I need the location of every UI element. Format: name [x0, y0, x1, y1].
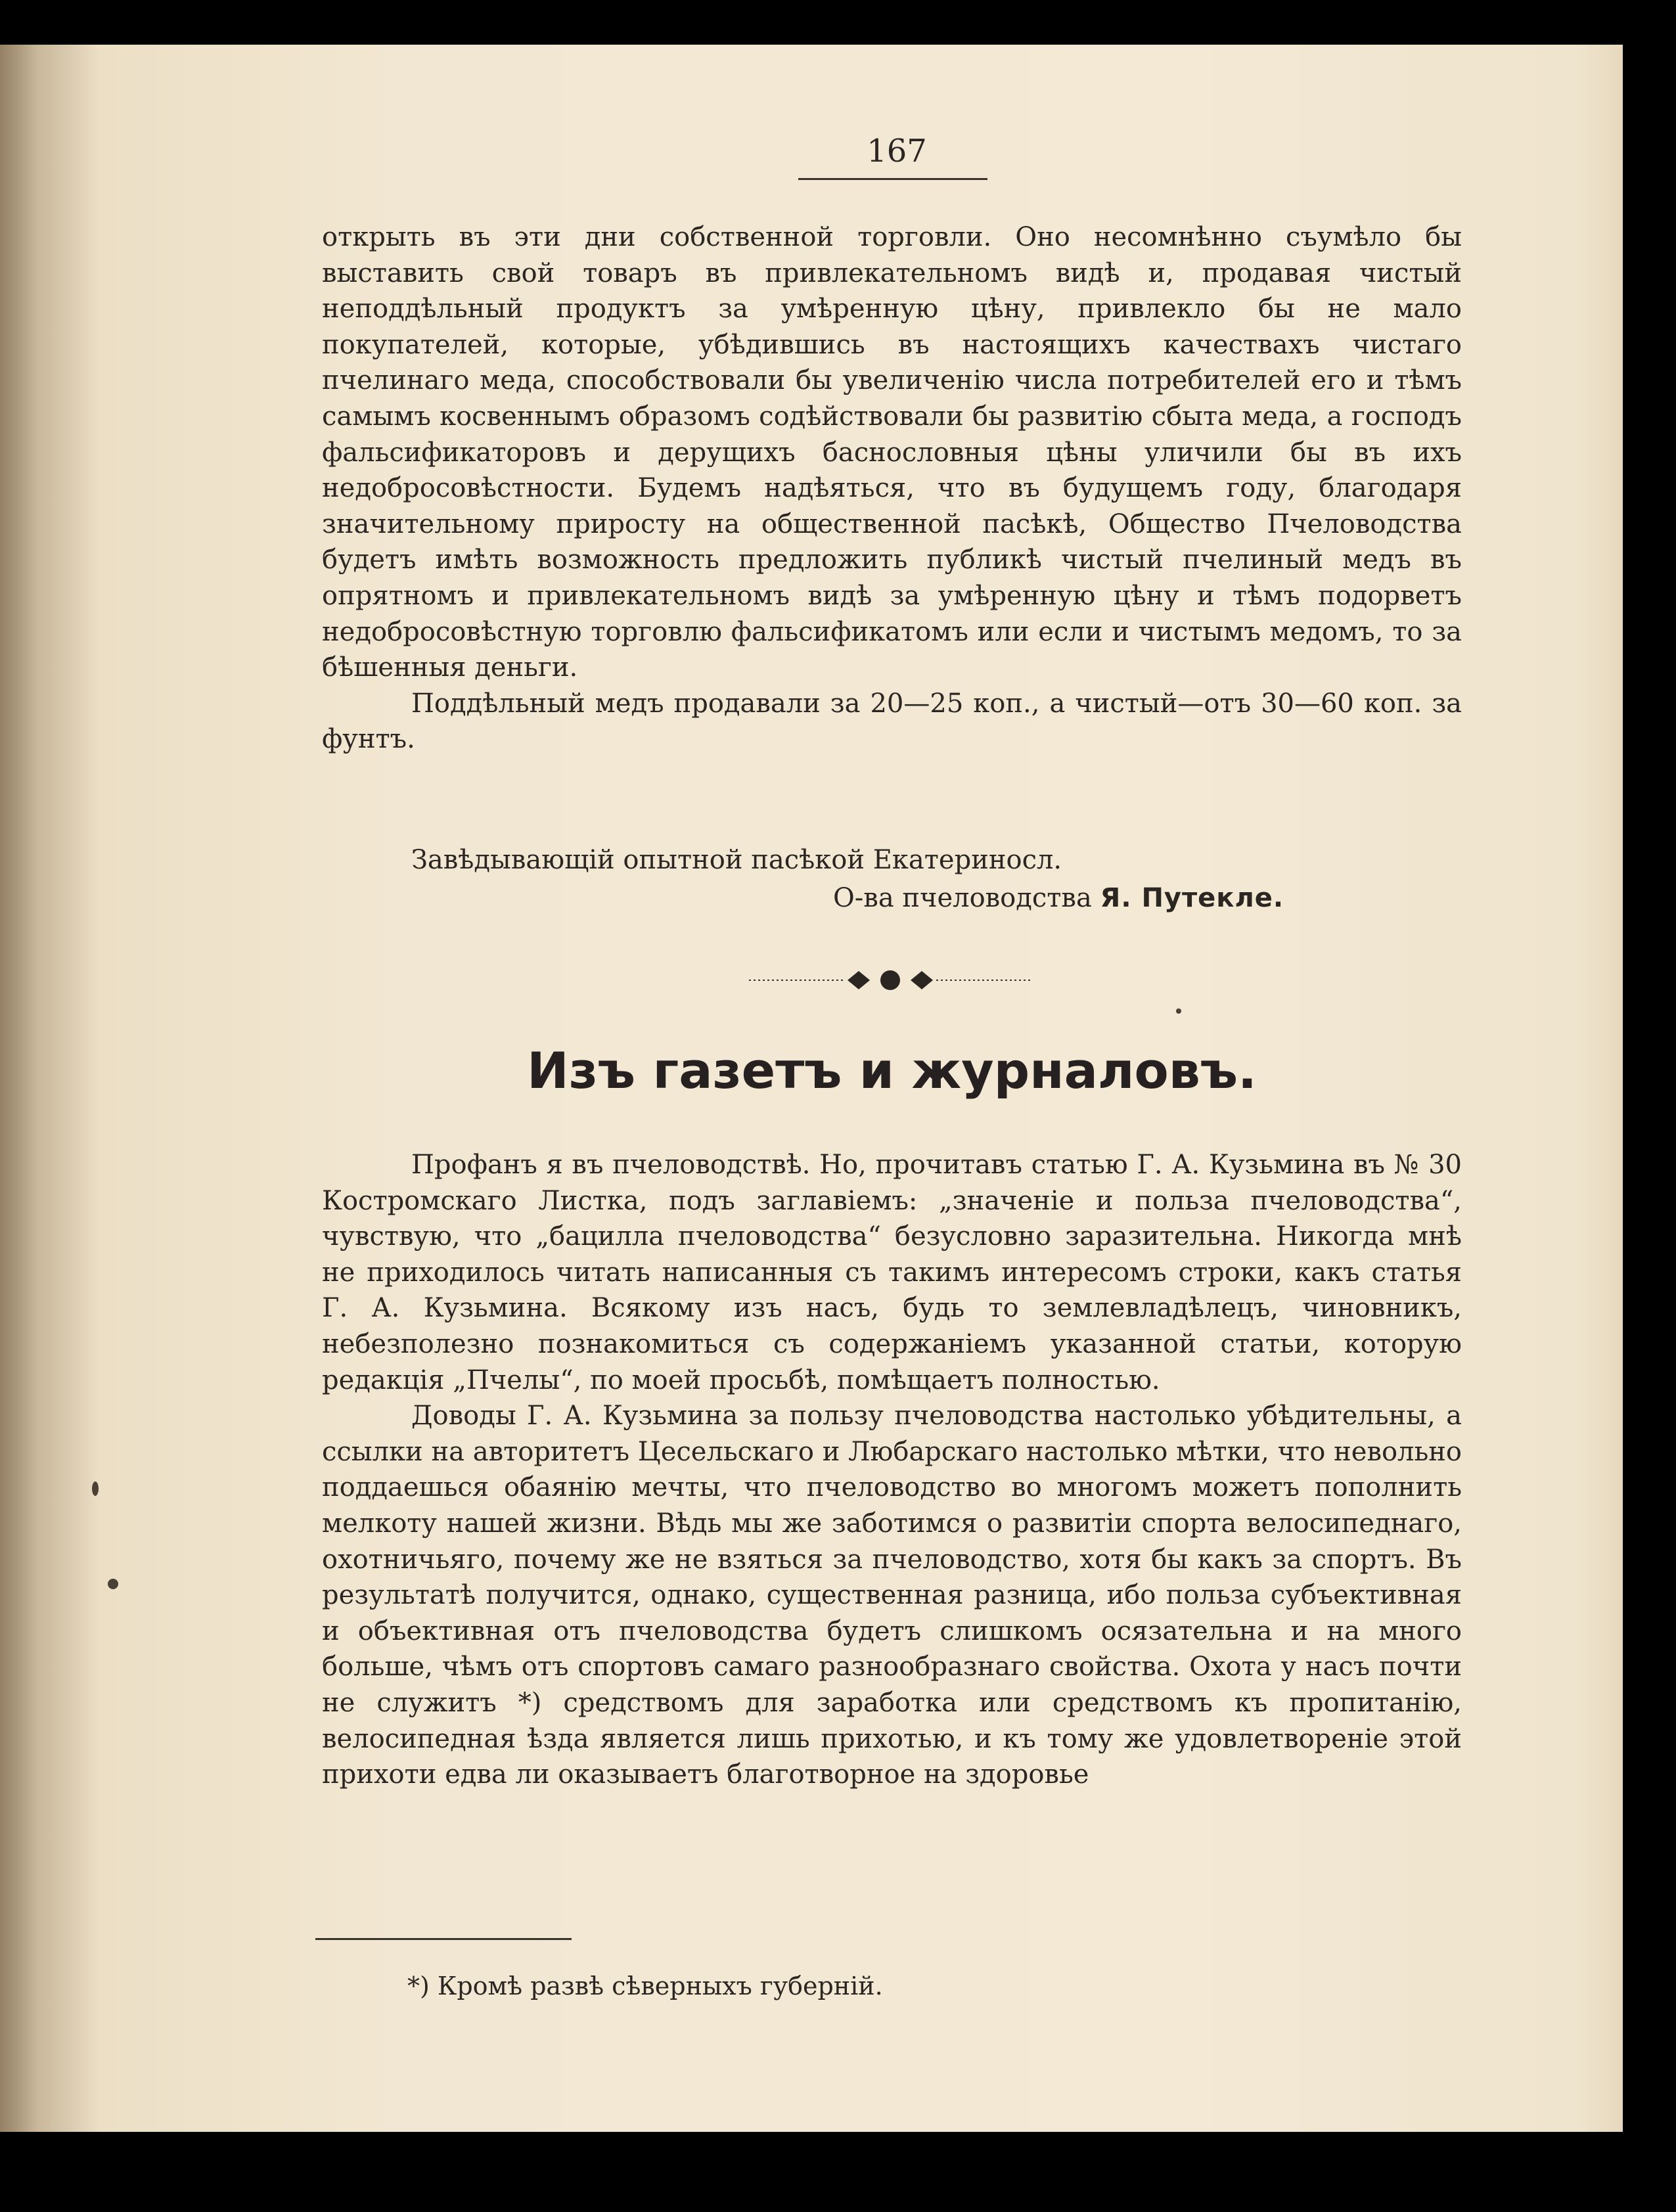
section-body-text [322, 1147, 1462, 1793]
section-separator-ornament [749, 967, 1031, 993]
footnote: *) Кромѣ развѣ сѣверныхъ губерній. [407, 1972, 883, 2000]
section-title: Изъ газетъ и журналовъ. [527, 1041, 1257, 1100]
book-gutter-shadow [0, 45, 99, 2132]
signature-author-name: Я. Путекле. [1100, 883, 1284, 913]
paragraph: Доводы Г. А. Кузьмина за пользу пчеловодства настолько убѣдительны, а ссылки на авторитетъ Цесельскаго и Любарскаго настолько мѣтки, что невольно поддаешься обаянію мечты, что пчеловодство во многомъ можетъ пополнить мелкоту нашей жизни. Вѣдь мы же заботимся о развитіи спорта велосипеднаго, охотничьяго, почему же не взяться за пчеловодство, хотя бы какъ за спортъ. Въ результатѣ получится, однако, существенная разница, ибо польза субъективная и объективная отъ пчеловодства будетъ слишкомъ осязательна и на много больше, чѣмъ отъ спортовъ самаго разнообразнаго свойства. Охота у насъ почти не служитъ *) средствомъ для заработка или средствомъ къ пропитанію, велосипедная ѣзда является лишь прихотью, и къ тому же удовлетвореніе этой прихоти едва ли оказываетъ благотворное на здоровье [322, 1401, 1462, 1790]
paragraph: Поддѣльный медъ продавали за 20—25 коп., а чистый—отъ 30—60 коп. за фунтъ. [322, 688, 1462, 755]
page-number: 167 [867, 133, 927, 169]
signature-title: Завѣдывающій опытной пасѣкой Екатериносл. [411, 845, 1062, 875]
paragraph: открыть въ эти дни собственной торговли. Оно несомнѣнно съумѣло бы выставить свой товаръ въ привлекательномъ видѣ и, продавая чистый неподдѣльный продуктъ за умѣренную цѣну, привлекло бы не мало покупателей, которые, убѣдившись въ настоящихъ качествахъ чистаго пчелинаго меда, способствовали бы увеличенію числа потребителей его и тѣмъ самымъ косвеннымъ образомъ содѣйствовали бы развитію сбыта меда, а господъ фальсификаторовъ и дерущихъ баснословныя цѣны уличили бы въ ихъ недобросовѣстности. Будемъ надѣяться, что въ будущемъ году, благодаря значительному приросту на общественной пасѣкѣ, Общество Пчеловодства будетъ имѣть возможность предложить публикѣ чистый пчелиный медъ въ опрятномъ и привлекательномъ видѣ за умѣренную цѣну и тѣмъ подорветъ недобросовѣстную торговлю фальсификатомъ или если и чистымъ медомъ, то за бѣшенныя деньги. [322, 222, 1462, 683]
signature-society: О-ва пчеловодства [833, 883, 1092, 913]
signature-line [833, 880, 1284, 916]
paper-speck [92, 1481, 99, 1496]
page-number-underline [798, 178, 987, 180]
article-end-text [322, 219, 1462, 757]
paper-speck [1176, 1008, 1181, 1014]
paragraph: Профанъ я въ пчеловодствѣ. Но, прочитавъ статью Г. А. Кузьмина въ № 30 Костромскаго Листка, подъ заглавіемъ: „значеніе и польза пчеловодства“, чувствую, что „бацилла пчеловодства“ безусловно заразительна. Никогда мнѣ не приходилось читать написанныя съ такимъ интересомъ строки, какъ статья Г. А. Кузьмина. Всякому изъ насъ, будь то землевладѣлецъ, чиновникъ, небезполезно познакомиться съ содержаніемъ указанной статьи, которую редакція „Пчелы“, по моей просьбѣ, помѣщаетъ полностью. [322, 1150, 1462, 1395]
paper-speck [108, 1579, 118, 1589]
footnote-rule [315, 1938, 572, 1940]
